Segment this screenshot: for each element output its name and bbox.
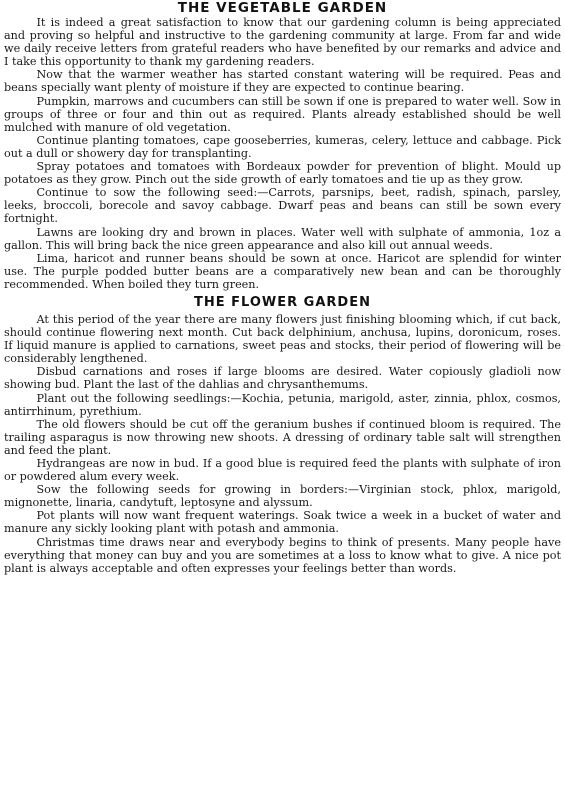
vegetable-paragraph-sow-seed: Continue to sow the following seed:—Carrots, parsnips, beet, radish, spinach, parsley, leeks, broccoli, borecole and savoy cabbage. Dwarf peas and beans can still be sown every fortnight. — [4, 186, 561, 226]
flower-garden-heading: THE FLOWER GARDEN — [194, 294, 371, 310]
flower-paragraph-intro: At this period of the year there are many flowers just finishing blooming which, if cut back, should continue flowering next month. Cut back delphinium, anchusa, lupins, doronicum, roses. If liquid manure is applied to carnations, sweet peas and stocks, their period of flowering will be considerably lengthened. — [4, 312, 561, 366]
flower-paragraph-pot-plants: Pot plants will now want frequent waterings. Soak twice a week in a bucket of water and manure any sickly looking plant with potash and ammonia. — [4, 509, 561, 536]
flower-paragraph-seedlings: Plant out the following seedlings:—Kochia, petunia, marigold, aster, zinnia, phlox, cosmos, antirrhinum, pyrethium. — [4, 391, 561, 418]
vegetable-paragraph-pumpkin: Pumpkin, marrows and cucumbers can still be sown if one is prepared to water well. Sow in groups of three or four and thin out as required. Plants already established should be well mulched with manure of old vegetation. — [4, 94, 561, 134]
flower-paragraph-borders: Sow the following seeds for growing in borders:—Virginian stock, phlox, marigold, mignonette, linaria, candytuft, leptosyne and alyssum. — [4, 483, 561, 510]
flower-garden-section — [4, 313, 561, 575]
flower-paragraph-geranium: The old flowers should be cut off the geranium bushes if continued bloom is required. The trailing asparagus is now throwing new shoots. A dressing of ordinary table salt will strengthen and feed the plant. — [4, 417, 561, 457]
vegetable-paragraph-watering: Now that the warmer weather has started constant watering will be required. Peas and beans specially want plenty of moisture if they are expected to continue bearing. — [4, 68, 561, 95]
flower-paragraph-christmas: Christmas time draws near and everybody begins to think of presents. Many people have everything that money can buy and you are sometimes at a loss to know what to give. A nice pot plant is always acceptable and often expresses your feelings better than words. — [4, 535, 561, 575]
vegetable-paragraph-planting: Continue planting tomatoes, cape gooseberries, kumeras, celery, lettuce and cabbage. Pick out a dull or showery day for transplanting. — [4, 133, 561, 160]
flower-paragraph-disbud: Disbud carnations and roses if large blooms are desired. Water copiously gladioli now showing bud. Plant the last of the dahlias and chrysanthemums. — [4, 365, 561, 392]
vegetable-paragraph-spray: Spray potatoes and tomatoes with Bordeaux powder for prevention of blight. Mould up potatoes as they grow. Pinch out the side growth of early tomatoes and tie up as they grow. — [4, 160, 561, 187]
vegetable-garden-heading: THE VEGETABLE GARDEN — [177, 0, 388, 16]
vegetable-paragraph-beans: Lima, haricot and runner beans should be sown at once. Haricot are splendid for winter use. The purple podded butter beans are a comparatively new bean and can be thoroughly recommended. When boiled they turn green. — [4, 251, 561, 291]
vegetable-paragraph-lawns: Lawns are looking dry and brown in places. Water well with sulphate of ammonia, 1oz a gallon. This will bring back the nice green appearance and also kill out annual weeds. — [4, 225, 561, 252]
flower-paragraph-hydrangeas: Hydrangeas are now in bud. If a good blue is required feed the plants with sulphate of iron or powdered alum every week. — [4, 457, 561, 484]
vegetable-garden-section — [4, 16, 561, 291]
vegetable-paragraph-intro: It is indeed a great satisfaction to know that our gardening column is being appreciated and proving so helpful and instructive to the gardening community at large. From far and wide we daily receive letters from grateful readers who have benefited by our remarks and advice and I take this opportunity to thank my gardening readers. — [4, 16, 561, 69]
